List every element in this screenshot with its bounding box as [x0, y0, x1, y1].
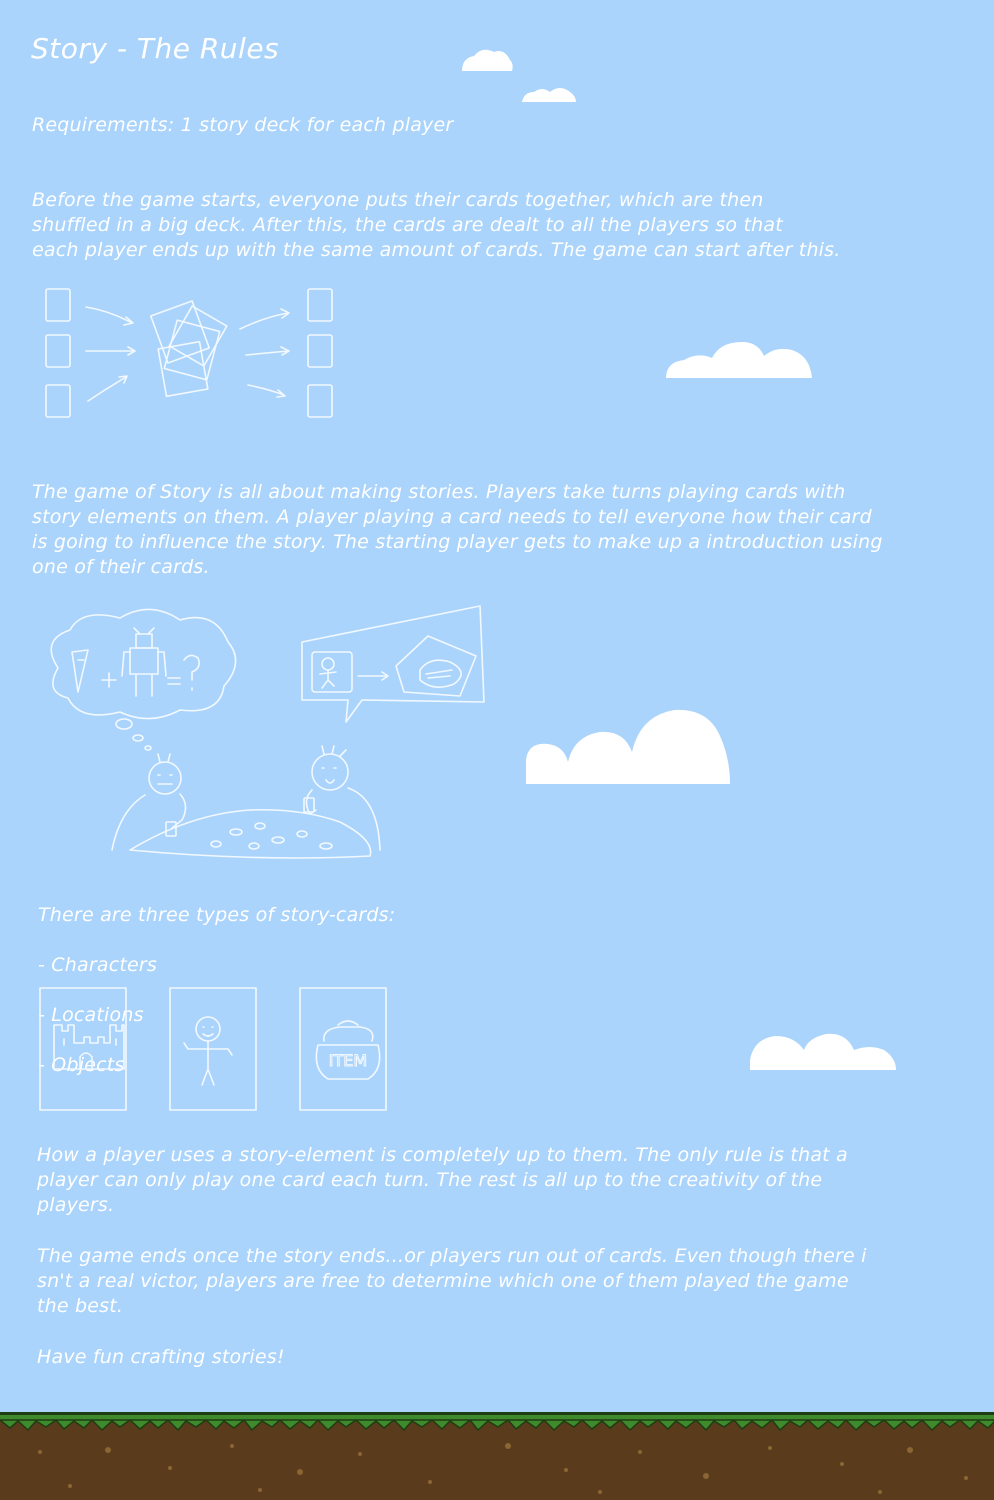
card-types-sketch [38, 985, 390, 1115]
closing-text: Have fun crafting stories! [37, 1346, 285, 1368]
card-type-locations: - Locations [38, 1004, 144, 1026]
ending-paragraph: The game ends once the story ends...or players run out of cards. Even though there i sn't a real victor, players are free to determine which one of them played the game the best. [37, 1245, 867, 1317]
about-paragraph: The game of Story is all about making stories. Players take turns playing cards with story elements on them. A player playing a card needs to tell everyone how their card is going to influence the story. The starting player gets to make up a introduction using one of their cards. [32, 481, 883, 578]
item-card-label: ITEM [328, 1051, 368, 1070]
cloud-icon [520, 82, 578, 104]
page-title: Story - The Rules [31, 32, 280, 65]
setup-paragraph: Before the game starts, everyone puts their cards together, which are then shuffled in a big deck. After this, the cards are dealt to all the players so that each player ends up with the same amount of cards. The game can start after this. [32, 189, 841, 261]
cloud-icon [524, 706, 732, 786]
card-type-characters: - Characters [38, 954, 157, 976]
players-telling-story-sketch [40, 600, 490, 865]
usage-paragraph: How a player uses a story-element is completely up to them. The only rule is that a player can only play one card each turn. The rest is all up to the creativity of the players. [37, 1144, 848, 1216]
ground-grass-dirt [0, 1412, 994, 1500]
cloud-icon [460, 44, 516, 74]
card-type-objects: - Objects [38, 1054, 125, 1076]
requirements-text: Requirements: 1 story deck for each player [32, 114, 454, 136]
shuffle-deal-sketch [40, 285, 340, 420]
cloud-icon [748, 1030, 898, 1072]
card-types-intro: There are three types of story-cards: [38, 904, 396, 926]
cloud-icon [664, 338, 814, 380]
